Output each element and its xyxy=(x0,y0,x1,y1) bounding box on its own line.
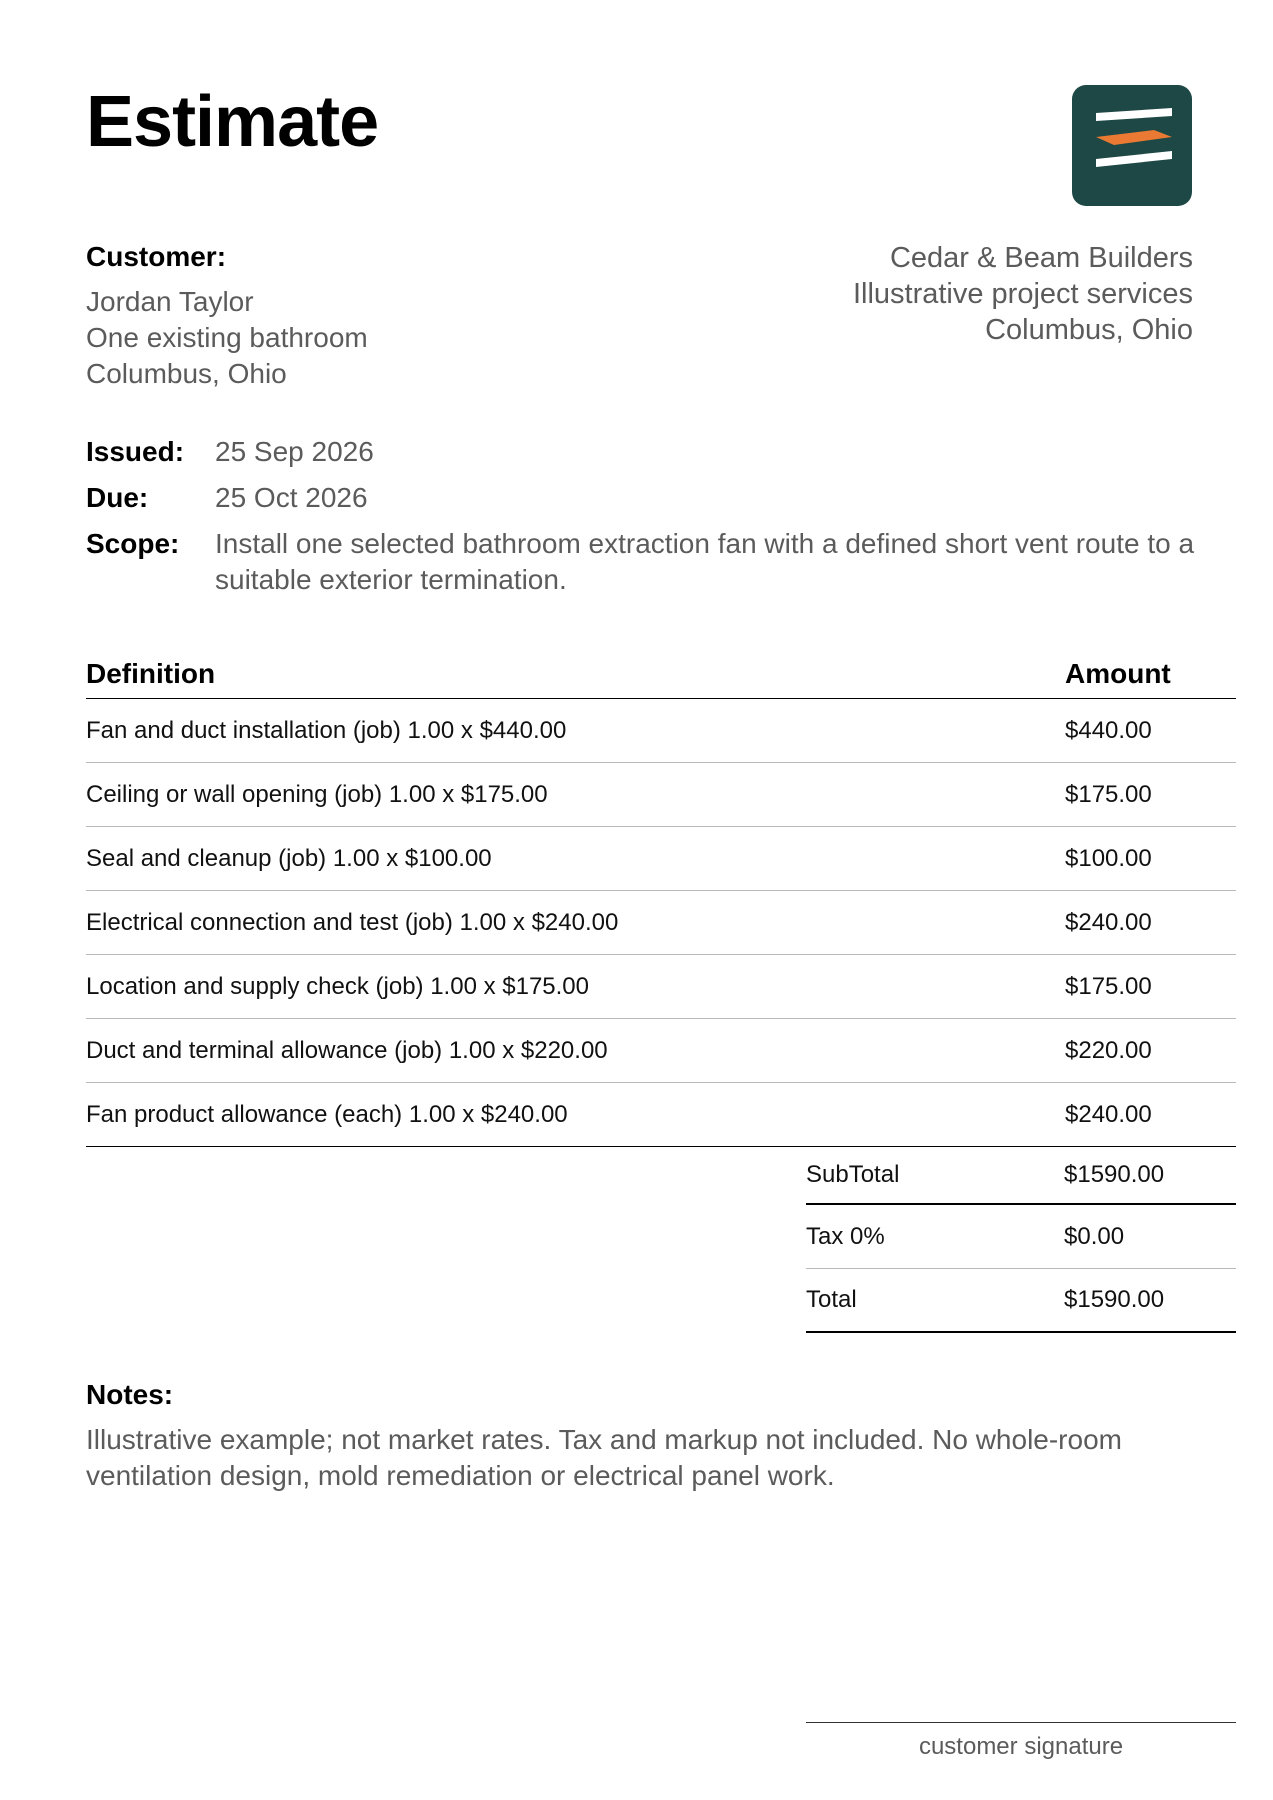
row-description: Duct and terminal allowance (job) 1.00 x $220.00 xyxy=(86,1036,608,1064)
total-value: $1590.00 xyxy=(1064,1286,1165,1313)
row-amount: $175.00 xyxy=(1065,780,1152,808)
logo-stripes-icon xyxy=(1072,85,1192,206)
table-row xyxy=(86,699,1236,763)
subtotal-label: SubTotal xyxy=(806,1160,900,1188)
definition-header: Definition xyxy=(86,658,216,689)
due-row xyxy=(86,480,1196,516)
customer-block xyxy=(86,240,368,392)
row-description: Ceiling or wall opening (job) 1.00 x $175.00 xyxy=(86,780,548,808)
due-label: Due: xyxy=(86,482,149,513)
company-location: Columbus, Ohio xyxy=(985,314,1193,346)
issued-row xyxy=(86,434,1196,470)
table-row xyxy=(86,763,1236,827)
company-block xyxy=(853,240,1193,348)
total-label: Total xyxy=(806,1286,857,1313)
row-amount: $240.00 xyxy=(1065,1100,1152,1128)
signature-label: customer signature xyxy=(918,1733,1124,1760)
row-description: Fan and duct installation (job) 1.00 x $440.00 xyxy=(86,716,567,744)
row-description: Seal and cleanup (job) 1.00 x $100.00 xyxy=(86,844,492,872)
company-tagline: Illustrative project services xyxy=(852,278,1193,310)
row-description: Fan product allowance (each) 1.00 x $240.00 xyxy=(86,1100,568,1128)
row-amount: $440.00 xyxy=(1065,716,1152,744)
row-description: Electrical connection and test (job) 1.00 x $240.00 xyxy=(86,908,619,936)
line-items-table xyxy=(86,650,1236,1147)
row-amount: $175.00 xyxy=(1065,972,1152,1000)
table-row xyxy=(86,891,1236,955)
row-amount: $220.00 xyxy=(1065,1036,1152,1064)
table-row xyxy=(86,1019,1236,1083)
tax-row xyxy=(806,1205,1236,1269)
row-amount: $100.00 xyxy=(1065,844,1152,872)
due-date: 25 Oct 2026 xyxy=(215,482,368,513)
estimate-meta xyxy=(86,434,1196,608)
tax-value: $0.00 xyxy=(1064,1222,1125,1250)
notes-label: Notes: xyxy=(86,1379,174,1410)
scope-label: Scope: xyxy=(86,528,180,559)
row-amount: $240.00 xyxy=(1065,908,1152,936)
tax-label: Tax 0% xyxy=(806,1222,885,1250)
customer-label: Customer: xyxy=(86,241,227,272)
signature-line xyxy=(806,1722,1236,1761)
company-logo xyxy=(1072,85,1192,206)
table-row xyxy=(86,827,1236,891)
issued-date: 25 Sep 2026 xyxy=(215,436,374,467)
total-row xyxy=(806,1269,1236,1333)
subtotal-value: $1590.00 xyxy=(1064,1160,1165,1188)
totals-block xyxy=(806,1146,1236,1333)
scope-text: Install one selected bathroom extraction fan with a defined short vent route to a suitable exterior termination. xyxy=(215,528,1195,595)
amount-header: Amount xyxy=(1065,658,1171,689)
notes-text: Illustrative example; not market rates. Tax and markup not included. No whole-room ventilation design, mold remediation or electrical panel work. xyxy=(86,1423,1122,1491)
table-row xyxy=(86,955,1236,1019)
notes-block xyxy=(86,1378,1206,1494)
table-row xyxy=(86,1083,1236,1147)
customer-name: Jordan Taylor xyxy=(86,285,254,317)
scope-row xyxy=(86,526,1196,598)
customer-property: One existing bathroom xyxy=(86,321,368,353)
company-name: Cedar & Beam Builders xyxy=(889,242,1193,274)
document-title: Estimate xyxy=(86,82,379,162)
subtotal-row xyxy=(806,1146,1236,1205)
row-description: Location and supply check (job) 1.00 x $175.00 xyxy=(86,972,590,1000)
table-header xyxy=(86,650,1236,699)
issued-label: Issued: xyxy=(86,436,185,467)
customer-location: Columbus, Ohio xyxy=(86,357,287,389)
